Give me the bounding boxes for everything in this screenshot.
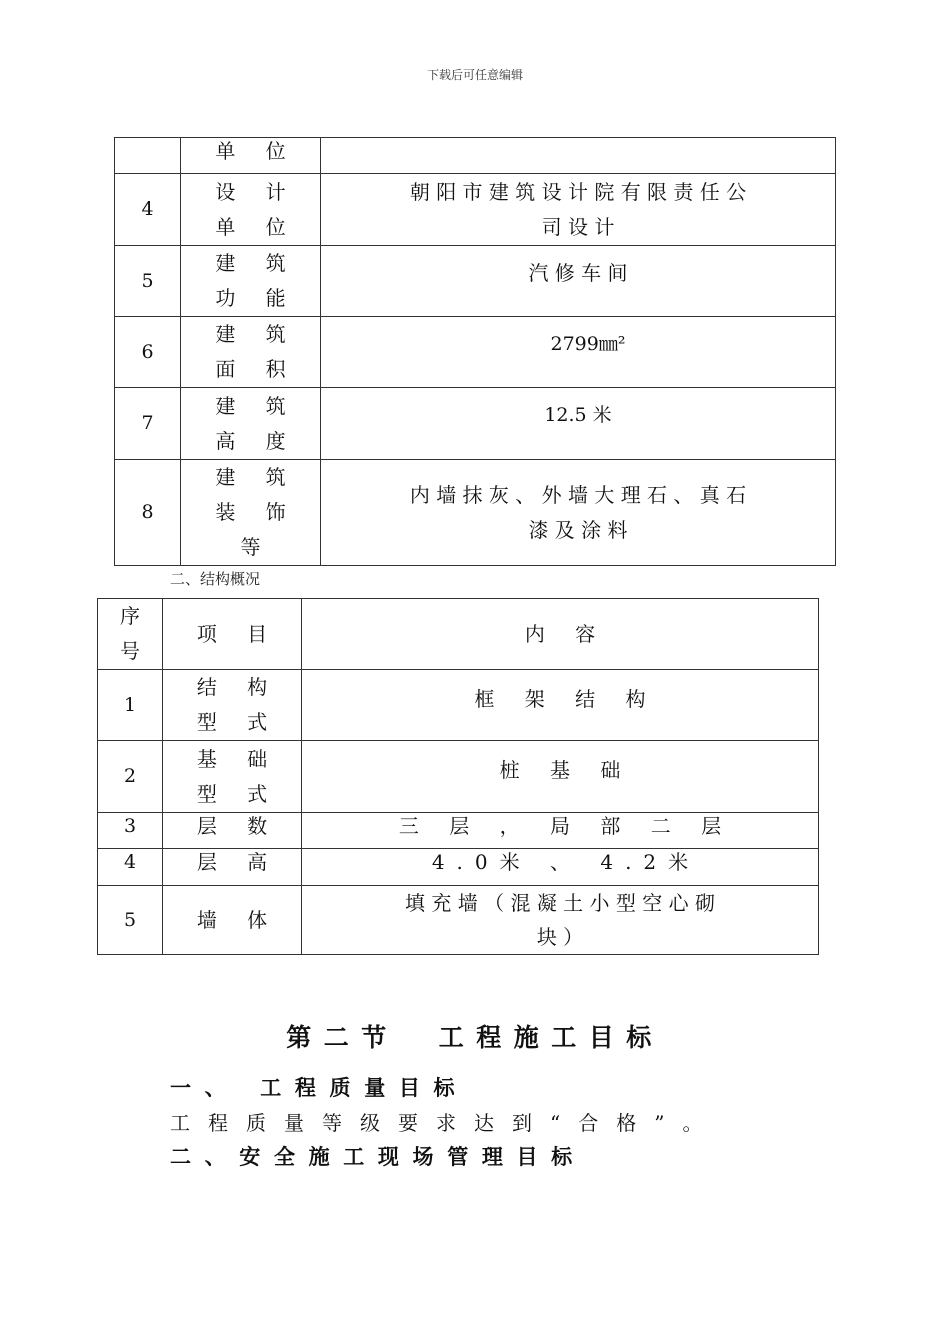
row-number: 4 <box>98 849 163 886</box>
row-item: 层 数 <box>163 813 302 849</box>
row-number: 5 <box>98 886 163 955</box>
row-number: 7 <box>115 388 181 460</box>
section-title-text: 工程施工目标 <box>438 1023 664 1052</box>
row-item: 墙 体 <box>163 886 302 955</box>
table-row <box>98 813 819 849</box>
table-row <box>115 388 836 460</box>
table-row <box>98 849 819 886</box>
row-content: 框 架 结 构 <box>302 670 819 741</box>
row-item: 建 筑 装 饰 等 <box>181 460 321 566</box>
heading-safety-goal: 二、安全施工现场管理目标 <box>170 1145 586 1169</box>
table-row <box>115 138 836 174</box>
row-content: 2799㎜² <box>321 317 836 388</box>
header-no: 序 号 <box>98 599 163 670</box>
row-content: 填 充 墙 （ 混 凝 土 小 型 空 心 砌 块 ） <box>302 886 819 955</box>
row-item: 建 筑 面 积 <box>181 317 321 388</box>
row-item: 层 高 <box>163 849 302 886</box>
quality-goal-text: 工程质量等级要求达到“合格”。 <box>170 1111 721 1135</box>
row-item: 单 位 <box>181 138 321 174</box>
section-caption: 二、结构概况 <box>170 570 261 588</box>
table-row <box>115 460 836 566</box>
row-number: 4 <box>115 174 181 246</box>
page-header: 下载后可任意编辑 <box>426 68 523 82</box>
row-number <box>115 138 181 174</box>
row-content <box>321 138 836 174</box>
table-row <box>115 174 836 246</box>
table-row <box>115 317 836 388</box>
row-number: 1 <box>98 670 163 741</box>
row-number: 5 <box>115 246 181 317</box>
row-number: 2 <box>98 741 163 813</box>
header-item: 项 目 <box>163 599 302 670</box>
row-content: 朝 阳 市 建 筑 设 计 院 有 限 责 任 公 司 设 计 <box>321 174 836 246</box>
row-content: 三 层 ， 局 部 二 层 <box>302 813 819 849</box>
row-content: 桩 基 础 <box>302 741 819 813</box>
project-info-table <box>114 137 836 566</box>
row-content: 12.5 米 <box>321 388 836 460</box>
section-title <box>0 1018 950 1054</box>
row-content: 4.0米 、 4.2米 <box>302 849 819 886</box>
row-number: 3 <box>98 813 163 849</box>
structure-table <box>97 598 819 955</box>
row-number: 8 <box>115 460 181 566</box>
table-row <box>98 670 819 741</box>
row-content: 汽 修 车 间 <box>321 246 836 317</box>
row-item: 结 构 型 式 <box>163 670 302 741</box>
table-header-row <box>98 599 819 670</box>
row-item: 建 筑 高 度 <box>181 388 321 460</box>
row-content: 内 墙 抹 灰 、 外 墙 大 理 石 、 真 石 漆 及 涂 料 <box>321 460 836 566</box>
header-content: 内 容 <box>302 599 819 670</box>
row-item: 基 础 型 式 <box>163 741 302 813</box>
table-row <box>98 741 819 813</box>
heading-quality-goal: 一、 工程质量目标 <box>170 1076 469 1100</box>
row-number: 6 <box>115 317 181 388</box>
table-row <box>98 886 819 955</box>
row-item: 建 筑 功 能 <box>181 246 321 317</box>
row-item: 设 计 单 位 <box>181 174 321 246</box>
table-row <box>115 246 836 317</box>
section-title-number: 第二节 <box>286 1023 399 1052</box>
